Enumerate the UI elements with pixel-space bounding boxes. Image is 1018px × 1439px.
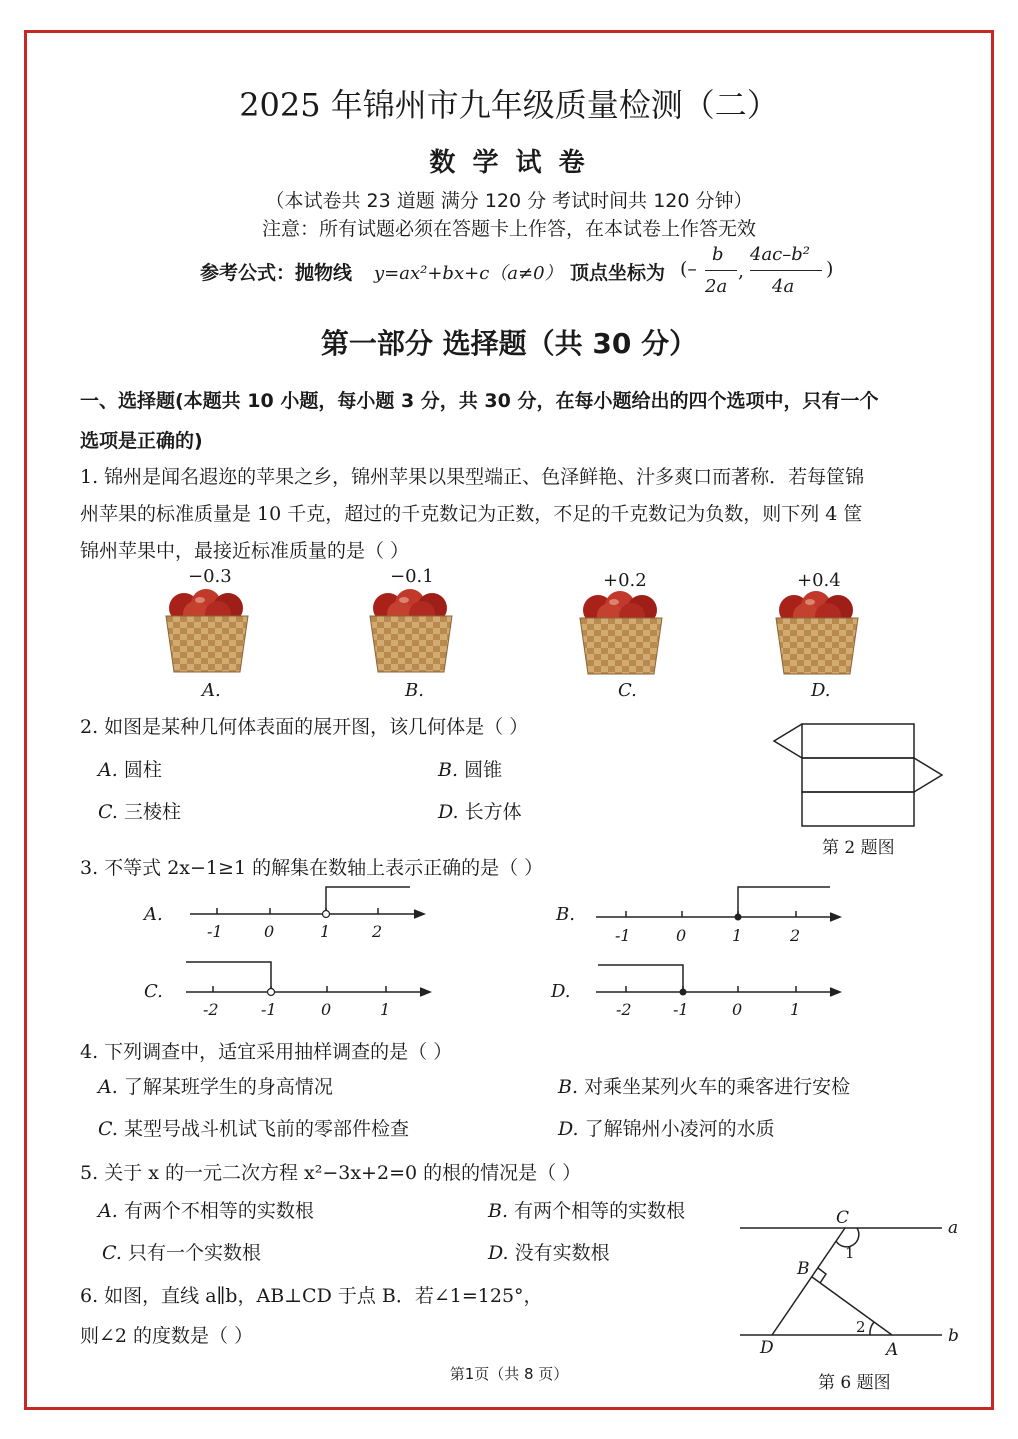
q2-option-a: A. 圆柱	[98, 759, 162, 781]
vertex-label: 顶点坐标为	[570, 262, 666, 284]
q2-stem: 2. 如图是某种几何体表面的展开图，该几何体是（ ）	[80, 716, 529, 738]
q1-line-1: 1. 锦州是闻名遐迩的苹果之乡，锦州苹果以果型端正、色泽鲜艳、汁多爽口而著称．若每筐锦	[80, 466, 865, 488]
q3-d-letter: D.	[551, 981, 571, 1002]
q3-a-letter: A.	[144, 904, 163, 925]
exam-subtitle: 数 学 试 卷	[429, 148, 589, 178]
basket-d-image	[776, 591, 858, 674]
basket-a-image	[166, 589, 248, 672]
basket-b-image	[370, 589, 452, 672]
basket-c-value: +0.2	[603, 570, 647, 591]
q3-b-tick: 1	[732, 926, 743, 945]
q2-caption: 第 2 题图	[822, 838, 895, 858]
q3-d-tick: -2	[616, 1000, 632, 1019]
q2-option-b: B. 圆锥	[438, 759, 503, 781]
q3-d-closed-dot	[680, 989, 687, 996]
exam-info: （本试卷共 23 道题 满分 120 分 考试时间共 120 分钟）	[265, 190, 753, 212]
q3-a-tick: 1	[320, 922, 331, 941]
q4-option-c: C. 某型号战斗机试飞前的零部件检查	[98, 1118, 409, 1140]
q6-caption: 第 6 题图	[818, 1373, 891, 1393]
vertex-numerator: 4ac–b²	[750, 244, 811, 265]
basket-c-image	[580, 591, 662, 674]
q6-label-d: D	[760, 1338, 774, 1358]
q3-c-letter: C.	[144, 981, 163, 1002]
vertex-b: b	[712, 244, 724, 265]
q3-axis-a	[190, 887, 424, 918]
basket-a-value: −0.3	[188, 566, 232, 587]
basket-b-label: B.	[405, 680, 424, 701]
basket-b-value: −0.1	[390, 566, 434, 587]
q6-line-1: 6. 如图，直线 a∥b，AB⊥CD 于点 B．若∠1=125°，	[80, 1285, 543, 1307]
q6-line-2: 则∠2 的度数是（ ）	[80, 1325, 254, 1347]
q3-b-letter: B.	[556, 904, 575, 925]
q6-label-angle2: 2	[856, 1318, 866, 1336]
q2-option-c: C. 三棱柱	[98, 801, 181, 823]
q3-c-open-dot	[268, 989, 275, 996]
formula-expression: y=ax²+bx+c（a≠0）	[374, 263, 563, 284]
q3-d-tick: -1	[673, 1000, 689, 1019]
section-line-2: 选项是正确的)	[80, 430, 203, 452]
q1-line-2: 州苹果的标准质量是 10 千克，超过的千克数记为正数，不足的千克数记为负数，则下列 4 筐	[80, 503, 863, 525]
q3-a-tick: 2	[372, 922, 383, 941]
q3-d-tick: 0	[732, 1000, 743, 1019]
q1-line-3: 锦州苹果中，最接近标准质量的是（ ）	[80, 540, 410, 562]
q3-axis-c	[186, 962, 430, 996]
vertex-close: )	[826, 258, 834, 280]
basket-a-label: A.	[202, 680, 221, 701]
q4-stem: 4. 下列调查中，适宜采用抽样调查的是（ ）	[80, 1041, 453, 1063]
q5-option-c: C. 只有一个实数根	[102, 1242, 261, 1264]
q3-stem: 3. 不等式 2x−1≥1 的解集在数轴上表示正确的是（ ）	[80, 857, 544, 879]
q3-c-tick: 1	[380, 1000, 391, 1019]
basket-d-label: D.	[811, 680, 831, 701]
q6-label-b-line: b	[948, 1326, 959, 1346]
q6-label-c: C	[836, 1208, 850, 1228]
vertex-2a: 2a	[705, 276, 728, 297]
q6-label-angle1: 1	[845, 1244, 855, 1262]
q2-net-figure	[774, 724, 942, 826]
q6-label-b-point: B	[797, 1259, 810, 1279]
q3-a-tick: 0	[264, 922, 275, 941]
q3-b-tick: 2	[790, 926, 801, 945]
q3-d-tick: 1	[790, 1000, 801, 1019]
q3-c-tick: -2	[203, 1000, 219, 1019]
vertex-comma: ,	[738, 260, 745, 282]
q3-axis-d	[596, 965, 840, 996]
q3-a-open-dot	[323, 911, 330, 918]
exam-title: 2025 年锦州市九年级质量检测（二）	[239, 86, 779, 124]
q3-b-tick: -1	[615, 926, 631, 945]
q3-b-tick: 0	[676, 926, 687, 945]
q6-figure	[740, 1228, 942, 1335]
q3-a-tick: -1	[207, 922, 223, 941]
q6-label-a-point: A	[886, 1340, 899, 1360]
q3-axis-b	[596, 887, 840, 921]
formula-label: 参考公式：抛物线	[200, 262, 353, 284]
section-line-1: 一、选择题(本题共 10 小题，每小题 3 分，共 30 分，在每小题给出的四个选项中，只有一个	[80, 390, 879, 412]
q4-option-a: A. 了解某班学生的身高情况	[98, 1076, 333, 1098]
q5-stem: 5. 关于 x 的一元二次方程 x²−3x+2=0 的根的情况是（ ）	[80, 1162, 582, 1184]
q5-option-b: B. 有两个相等的实数根	[488, 1200, 686, 1222]
vertex-open: (–	[680, 258, 697, 280]
q5-option-d: D. 没有实数根	[488, 1242, 610, 1264]
q6-label-a-line: a	[948, 1218, 959, 1238]
exam-notice: 注意：所有试题必须在答题卡上作答，在本试卷上作答无效	[261, 218, 756, 240]
q3-c-tick: -1	[261, 1000, 277, 1019]
q4-option-d: D. 了解锦州小凌河的水质	[558, 1118, 775, 1140]
q4-option-b: B. 对乘坐某列火车的乘客进行安检	[558, 1076, 851, 1098]
q5-option-a: A. 有两个不相等的实数根	[98, 1200, 314, 1222]
q3-b-closed-dot	[735, 914, 742, 921]
vertex-4a: 4a	[772, 276, 795, 297]
page-number: 第1页（共 8 页）	[449, 1365, 569, 1383]
q3-c-tick: 0	[321, 1000, 332, 1019]
basket-d-value: +0.4	[797, 570, 841, 591]
q2-option-d: D. 长方体	[438, 801, 522, 823]
part1-title: 第一部分 选择题（共 30 分）	[320, 327, 698, 360]
basket-c-label: C.	[618, 680, 637, 701]
